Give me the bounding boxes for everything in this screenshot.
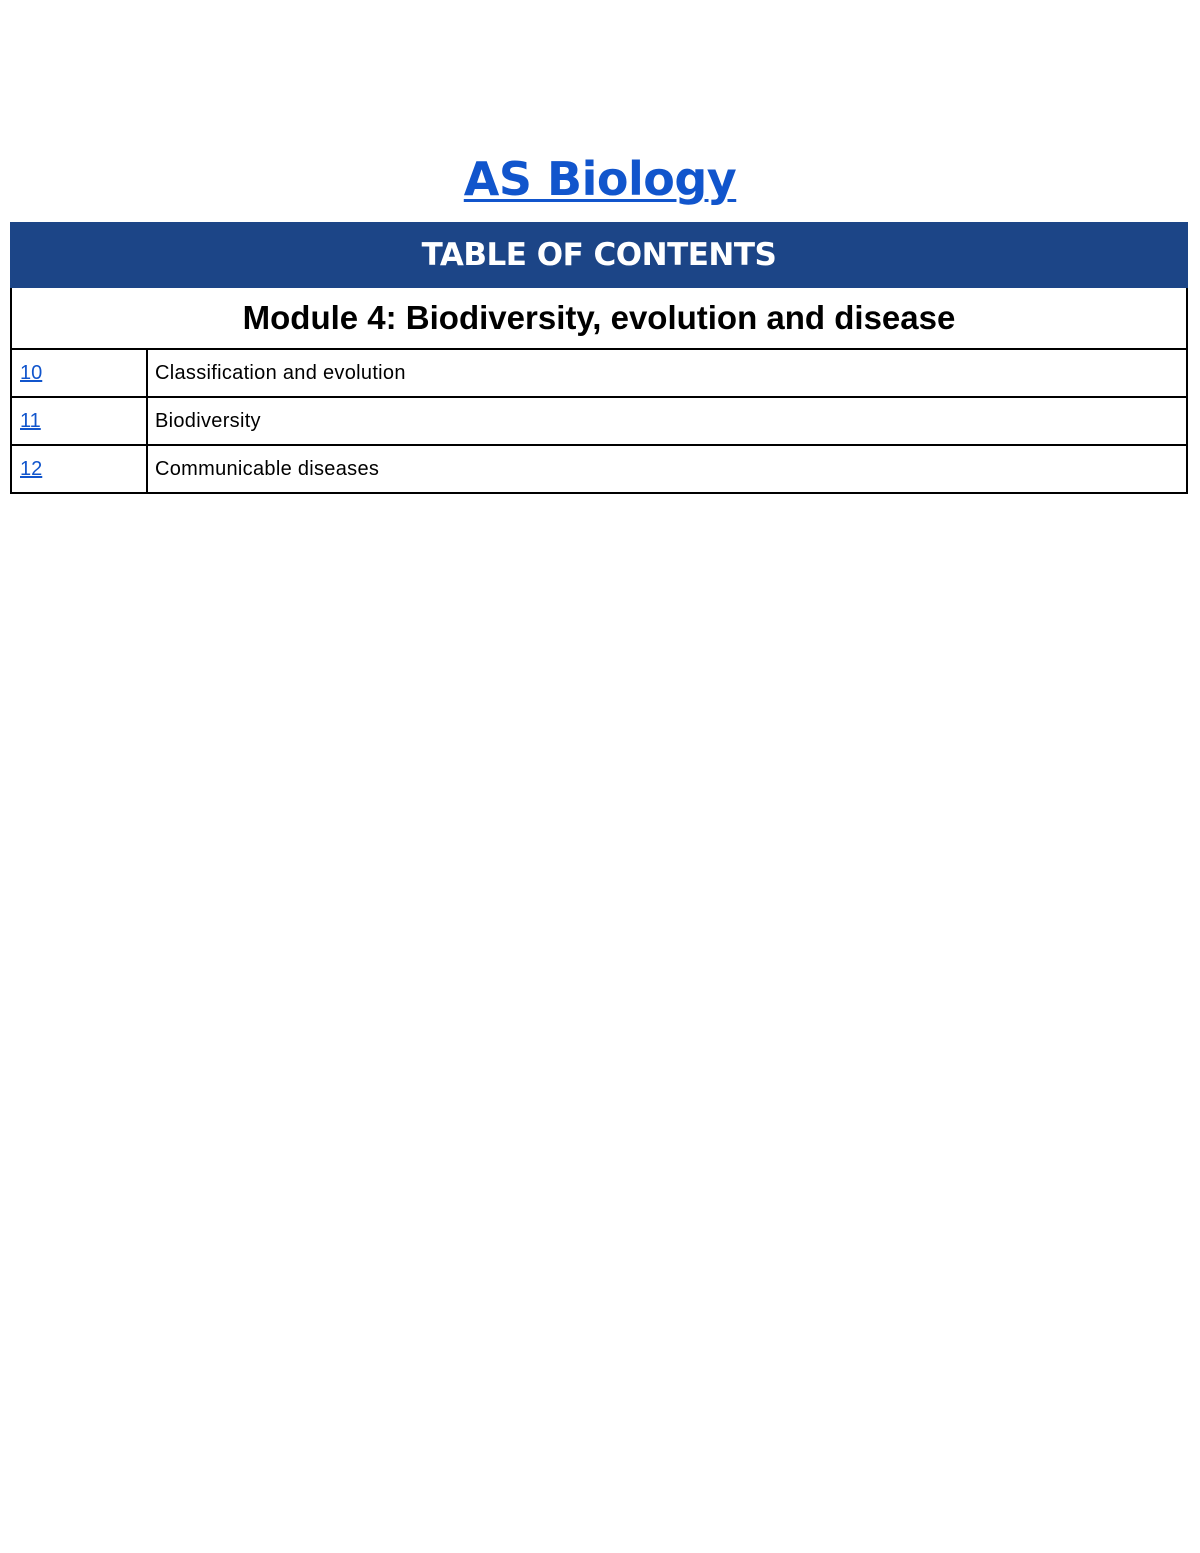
document-title [0,146,1200,212]
chapter-link[interactable]: 11 [20,409,41,432]
chapter-topic: Biodiversity [147,397,1187,445]
document-title-link[interactable]: AS Biology [463,152,737,206]
chapter-link[interactable]: 10 [20,361,43,384]
table-of-contents [10,222,1188,494]
chapter-topic: Classification and evolution [147,349,1187,397]
module-heading: Module 4: Biodiversity, evolution and disease [11,287,1187,349]
chapter-number-cell [11,349,147,397]
toc-banner: TABLE OF CONTENTS [11,223,1187,287]
table-row [11,397,1187,445]
table-row [11,349,1187,397]
chapter-number-cell [11,397,147,445]
module-heading-row [11,287,1187,349]
table-row [11,445,1187,493]
toc-banner-row [11,223,1187,287]
chapter-link[interactable]: 12 [20,457,43,480]
chapter-topic: Communicable diseases [147,445,1187,493]
chapter-number-cell [11,445,147,493]
